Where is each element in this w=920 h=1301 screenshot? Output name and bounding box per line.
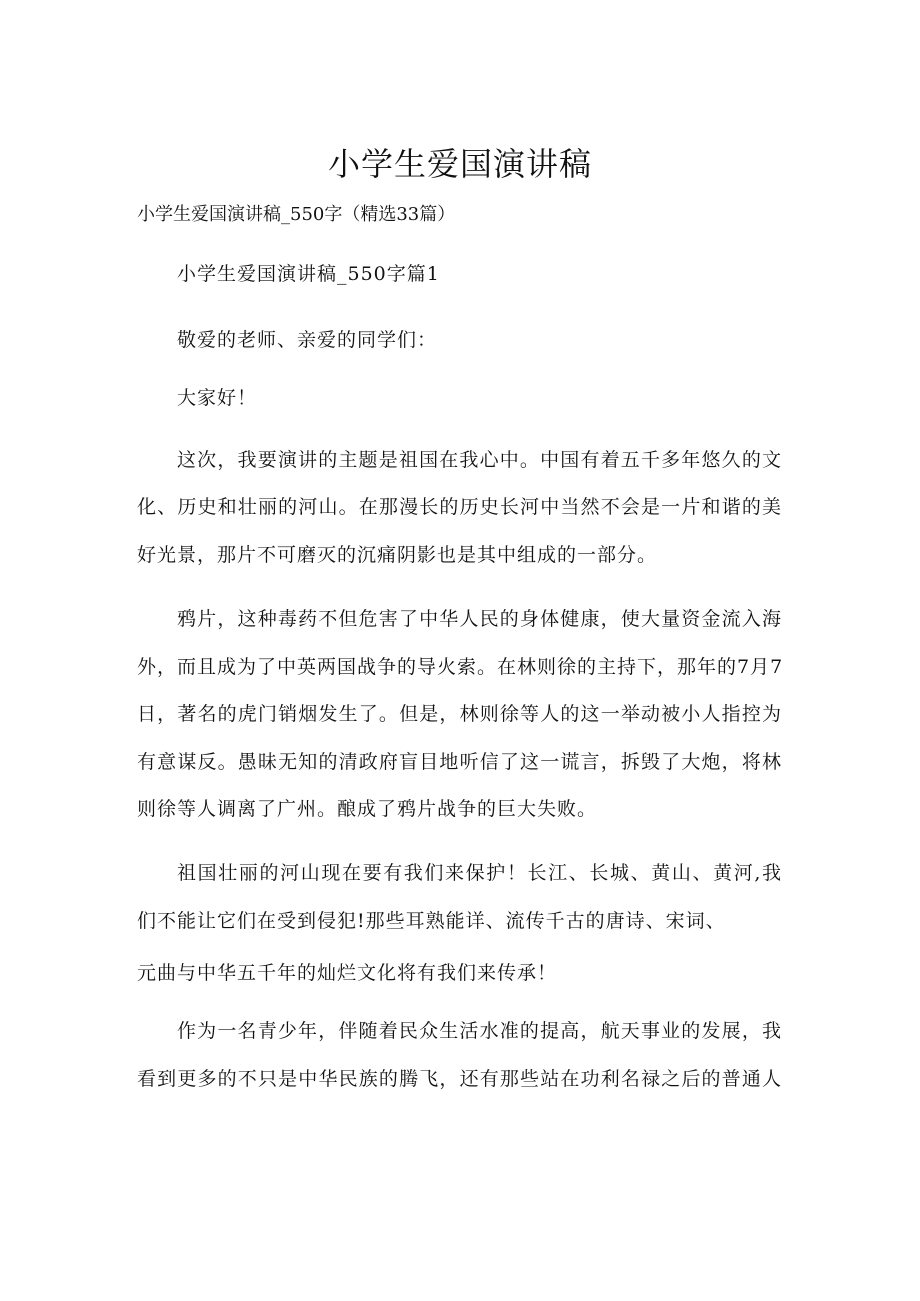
page-title: 小学生爱国演讲稿 (327, 145, 592, 183)
paragraph-line: 有意谋反。愚昧无知的清政府盲目地听信了这一谎言，拆毁了大炮，将林 (137, 751, 782, 773)
document-subtitle: 小学生爱国演讲稿_550字（精选33篇） (137, 204, 456, 225)
paragraph-line: 化、历史和壮丽的河山。在那漫长的历史长河中当然不会是一片和谐的美 (137, 496, 782, 518)
paragraph-line: 好光景，那片不可磨灭的沉痛阴影也是其中组成的一部分。 (137, 544, 658, 566)
salutation: 敬爱的老师、亲爱的同学们： (177, 329, 438, 351)
paragraph-line: 作为一名青少年，伴随着民众生活水准的提高，航天事业的发展，我 (177, 1020, 782, 1042)
paragraph-line: 则徐等人调离了广州。酿成了鸦片战争的巨大失败。 (137, 798, 598, 820)
paragraph-line: 看到更多的不只是中华民族的腾飞，还有那些站在功利名禄之后的普通人 (137, 1068, 782, 1090)
paragraph-line: 鸦片，这种毒药不但危害了中华人民的身体健康，使大量资金流入海 (177, 608, 782, 630)
section-heading: 小学生爱国演讲稿_550字篇1 (177, 263, 440, 285)
greeting: 大家好！ (177, 387, 258, 409)
paragraph-line: 祖国壮丽的河山现在要有我们来保护！长江、长城、黄山、黄河,我 (177, 862, 782, 884)
paragraph-line: 们不能让它们在受到侵犯!那些耳熟能详、流传千古的唐诗、宋词、 (137, 910, 726, 932)
paragraph-line: 这次，我要演讲的主题是祖国在我心中。中国有着五千多年悠久的文 (177, 449, 782, 471)
paragraph-line: 外，而且成为了中英两国战争的导火索。在林则徐的主持下，那年的7月7 (137, 656, 784, 678)
paragraph-line: 元曲与中华五千年的灿烂文化将有我们来传承！ (137, 962, 558, 984)
paragraph-line: 日，著名的虎门销烟发生了。但是，林则徐等人的这一举动被小人指控为 (137, 703, 782, 725)
